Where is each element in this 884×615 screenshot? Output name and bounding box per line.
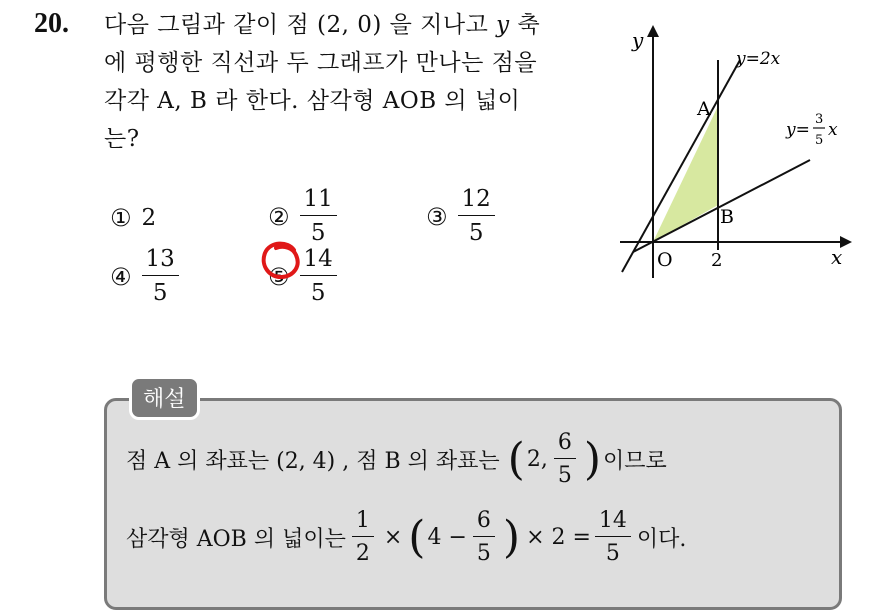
choice-marker: ② <box>268 202 290 231</box>
choice-3[interactable] <box>426 188 495 245</box>
choice-marker: ④ <box>110 262 132 291</box>
question-line-1: 다음 그림과 같이 점 (2, 0) 을 지나고 y 축 <box>104 12 541 38</box>
triangle-aob <box>653 106 718 242</box>
coordinate-graph <box>600 20 860 280</box>
question-text <box>104 6 594 158</box>
solution-fraction: $\frac{14}{5}$ <box>595 510 631 565</box>
svg-text:y=: y= <box>786 120 810 140</box>
x-axis-label: x <box>831 245 843 269</box>
choice-fraction: $\frac{14}{5}$ <box>300 248 337 305</box>
question-line-3: 각각 A, B 라 한다. 삼각형 AOB 의 넓이 <box>104 88 521 114</box>
line-3-5x-label <box>785 112 838 148</box>
solution-fraction: $\frac{1}{2}$ <box>352 510 374 565</box>
question-line-4: 는? <box>104 126 140 152</box>
y-axis-label: y <box>632 28 644 52</box>
choice-1[interactable] <box>110 204 156 232</box>
choice-marker: ⑤ <box>268 262 290 291</box>
question-number: 20. <box>34 8 69 39</box>
choice-marker: ① <box>110 204 132 232</box>
solution-box <box>104 398 842 610</box>
solution-fraction: $\frac{6}{5}$ <box>554 432 576 487</box>
line-y-2x <box>622 60 740 272</box>
choice-value: 2 <box>141 205 157 231</box>
choice-4[interactable] <box>110 248 179 305</box>
solution-line-2: 삼각형 AOB 의 넓이는 $\frac{1}{2}$ × ( 4 − $\frac{6}{5}$ ) × 2 = $\frac{14}{5}$ 이다. <box>126 508 687 566</box>
x-tick-label: 2 <box>711 250 723 271</box>
line-2x-label: y=2x <box>736 49 781 69</box>
point-a-label: A <box>697 98 711 120</box>
question-line-2: 에 평행한 직선과 두 그래프가 만나는 점을 <box>104 50 538 76</box>
svg-text:3: 3 <box>815 112 824 127</box>
svg-text:5: 5 <box>815 133 824 148</box>
svg-text:x: x <box>828 120 838 140</box>
solution-fraction: $\frac{6}{5}$ <box>473 510 495 565</box>
point-b-label: B <box>720 206 734 228</box>
choice-fraction: $\frac{12}{5}$ <box>458 188 495 245</box>
answer-circle-mark <box>258 236 306 284</box>
choice-5[interactable] <box>268 248 337 305</box>
solution-line-1: 점 A 의 좌표는 (2, 4) , 점 B 의 좌표는 ( 2, $\frac{6}{5}$ ) 이므로 <box>126 430 667 488</box>
choice-fraction: $\frac{13}{5}$ <box>142 248 179 305</box>
choice-fraction: $\frac{11}{5}$ <box>300 188 337 245</box>
y-axis-arrow <box>647 25 659 37</box>
choice-marker: ③ <box>426 202 448 231</box>
origin-label: O <box>657 249 673 271</box>
solution-tag: 해설 <box>129 376 200 420</box>
